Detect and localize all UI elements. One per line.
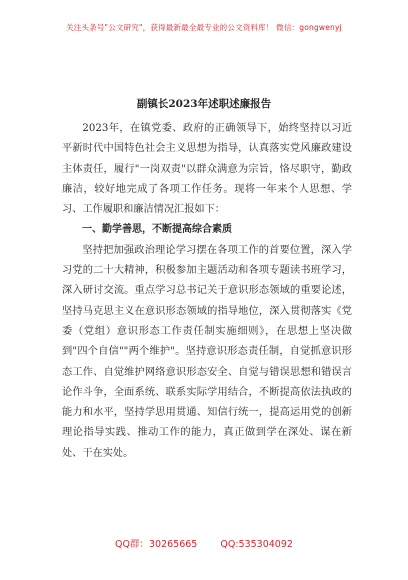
qq-group-text: QQ群：30265665	[115, 539, 198, 550]
intro-paragraph: 2023年，在镇党委、政府的正确领导下，始终坚持以习近平新时代中国特色社会主义思想为指导，认真落实党风廉政建设主体责任，履行"一岗双责"以群众满意为宗旨，恪尽职守，勤政廉洁，较好地完成了各项工作任务。现将一年来个人思想、学习、工作履职和廉洁情况汇报如下：	[62, 123, 352, 216]
section-heading: 一、勤学善思，不断提高综合素质	[82, 224, 232, 236]
document-body	[62, 110, 352, 464]
page-footer	[0, 536, 408, 550]
section-paragraph: 坚持把加强政治理论学习摆在各项工作的首要位置，深入学习党的二十大精神，积极参加主题活动和各项专题读书班学习，深入研讨交流。重点学习总书记关于意识形态领域的重要论述，坚持马克思主义在意识形态领域的指导地位，深入贯彻落实《党委（党组）意识形态工作责任制实施细则》，在思想上坚决做到"四个自信""两个维护"。坚持意识形态责任制，自觉抓意识形态工作、自觉维护网络意识形态安全、自觉与错误思想和错误言论作斗争，全面系统、联系实际学用结合，不断提高依法执政的能力和水平，坚持学思用贯通、知信行统一，提高运用党的创新理论指导实践、推动工作的能力，真正做到学在深处、谋在新处、干在实处。	[62, 244, 352, 459]
promo-notice: 关注头条号"公文研究"，获得最新最全最专业的公文资料库！ 微信：gongwenyj	[66, 23, 342, 32]
qq-contact-text: QQ:535304092	[220, 539, 293, 550]
top-banner	[0, 0, 408, 50]
document-title: 副镇长2023年述职述廉报告	[136, 98, 272, 110]
